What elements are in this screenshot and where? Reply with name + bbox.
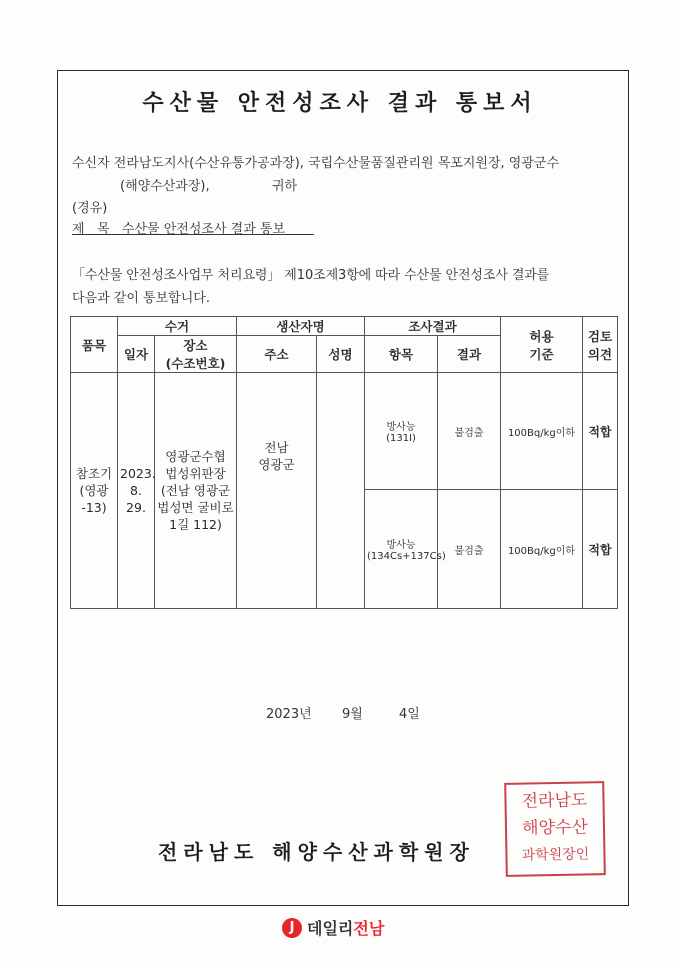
logo-icon: J xyxy=(282,918,302,938)
date-year: 2023년 xyxy=(266,707,312,722)
header-place: 장소 (수조번호) xyxy=(155,336,237,373)
recipient-honorific: 귀하 xyxy=(272,179,298,194)
header-result: 결과 xyxy=(438,336,501,373)
cell-date: 2023. 8. 29. xyxy=(118,373,155,609)
cell-test-opinion: 적합 xyxy=(583,373,618,490)
organization-name: 전라남도 해양수산과학원장 xyxy=(158,840,475,864)
result-table xyxy=(70,316,618,609)
header-collection: 수거 xyxy=(118,317,237,336)
header-name: 성명 xyxy=(317,336,365,373)
logo-text: 데일리전남 xyxy=(307,919,385,938)
cell-test-item: 방사능 (134Cs+137Cs) xyxy=(365,490,438,609)
recipient-line-1: 수신자 전라남도지사(수산유통가공과장), 국립수산물품질관리원 목포지원장, 영광군수 xyxy=(72,156,560,171)
body-line-2: 다음과 같이 통보합니다. xyxy=(72,291,210,306)
cell-test-result: 불검출 xyxy=(438,490,501,609)
via-label: (경유) xyxy=(72,201,108,216)
cell-test-result: 불검출 xyxy=(438,373,501,490)
header-date: 일자 xyxy=(118,336,155,373)
official-seal: 전라남도 해양수산 과학원장인 xyxy=(504,781,606,877)
date-month: 9월 xyxy=(342,707,363,722)
date-day: 4일 xyxy=(399,707,420,722)
cell-item: 참조기 (영광 -13) xyxy=(71,373,118,609)
table-row xyxy=(71,373,618,490)
cell-test-limit: 100Bq/kg이하 xyxy=(501,373,583,490)
subject-underline xyxy=(72,234,314,235)
cell-test-item: 방사능 (131I) xyxy=(365,373,438,490)
header-limit: 허용 기준 xyxy=(501,317,583,373)
cell-test-opinion: 적합 xyxy=(583,490,618,609)
document-title: 수산물 안전성조사 결과 통보서 xyxy=(142,91,538,116)
header-survey: 조사결과 xyxy=(365,317,501,336)
recipient-line-2: (해양수산과장), xyxy=(120,179,210,194)
header-opinion: 검토 의견 xyxy=(583,317,618,373)
cell-test-limit: 100Bq/kg이하 xyxy=(501,490,583,609)
header-producer: 생산자명 xyxy=(237,317,365,336)
cell-name xyxy=(317,373,365,609)
header-test-item: 항목 xyxy=(365,336,438,373)
subject-line: 제 목 수산물 안전성조사 결과 통보 xyxy=(72,222,286,237)
cell-place: 영광군수협 법성위판장 (전남 영광군 법성면 굴비로 1길 112) xyxy=(155,373,237,609)
body-line-1: 「수산물 안전성조사업무 처리요령」 제10조제3항에 따라 수산물 안전성조사 결과를 xyxy=(72,268,550,283)
header-address: 주소 xyxy=(237,336,317,373)
dailyjeonnam-logo xyxy=(282,916,384,939)
header-item: 품목 xyxy=(71,317,118,373)
cell-address: 전남 영광군 xyxy=(237,373,317,609)
